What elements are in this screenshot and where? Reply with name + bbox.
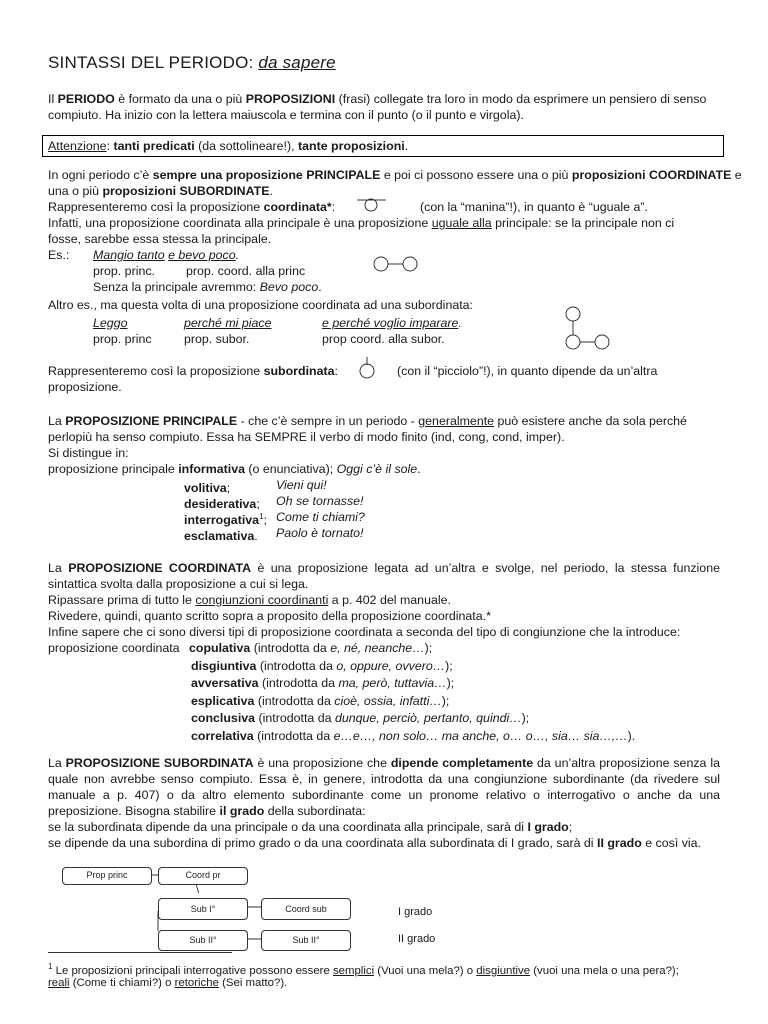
principale-type-example: Paolo è tornato! — [276, 526, 364, 540]
page-title — [48, 53, 336, 73]
principale-line-4: proposizione principale informativa (o enunciativa); Oggi c’è il sole. — [48, 462, 421, 476]
principale-type-example: Vieni qui! — [276, 478, 327, 492]
subordinata-line-6: se dipende da una subordina di primo grado o da una coordinata alla subordinata di I grado, sarà di II grado e così via. — [48, 836, 701, 850]
principale-line-2: perlopiù ha senso compiuto. Essa ha SEMPRE il verbo di modo finito (ind, cong, cond, imper). — [48, 430, 565, 444]
principale-line-3: Si distingue in: — [48, 446, 129, 460]
coordinata-line-2: sintattica svolta dalla proposizione a cui si lega. — [48, 577, 309, 591]
coordinata-line-4: Rivedere, quindi, quanto scritto sopra a proposito della proposizione coordinata.* — [48, 609, 491, 623]
example-2-prop-1: prop. princ — [93, 332, 152, 346]
attention-text: Attenzione: tanti predicati (da sottolineare!), tante proposizioni. — [48, 139, 409, 153]
periodo-line-5: fosse, sarebbe essa stessa la principale. — [48, 232, 272, 246]
example-label: Es.: — [48, 248, 70, 262]
principale-type-example: Come ti chiami? — [276, 510, 365, 524]
subordinata-line-5: se la subordinata dipende da una principale o da una coordinata alla principale, sarà di I grado; — [48, 820, 573, 834]
box-sub-i: Sub I° — [158, 898, 248, 920]
coordinate-symbol-icon — [356, 196, 388, 212]
subordinata-line-1: La PROPOSIZIONE SUBORDINATA è una proposizione che dipende completamente da un’altra proposizione senza la — [48, 756, 720, 770]
principale-type-name: desiderativa; — [184, 497, 260, 512]
subordinate-symbol-icon — [356, 356, 380, 380]
periodo-line-4: Infatti, una proposizione coordinata alla principale è una proposizione uguale alla principale: se la principale non ci — [48, 216, 675, 230]
example-2-word-3: e perché voglio imparare. — [322, 316, 462, 330]
periodo-line-1: In ogni periodo c’è sempre una proposizione PRINCIPALE e poi ci possono essere una o più proposizioni COORDINATE e — [48, 168, 742, 182]
box-coord-sub: Coord sub — [261, 898, 351, 920]
title-main: SINTASSI DEL PERIODO: — [48, 53, 254, 72]
coordination-diagram-icon — [372, 254, 420, 274]
principale-type-name: esclamativa. — [184, 529, 258, 544]
subordination-diagram-icon — [562, 305, 612, 351]
principale-type-name: interrogativa$^1$; — [184, 512, 267, 528]
example-2-word-2: perché mi piace — [184, 316, 272, 330]
periodo-line-3b: (con la “manina”!), in quanto è “uguale a”. — [420, 200, 648, 214]
coordinata-type-correlativa: correlativa (introdotta da e…e…, non solo… ma anche, o… o…, sia… sia…,…). — [191, 728, 636, 743]
connector-backslash: \ — [196, 884, 200, 896]
subordinate-rep-line-1: Rappresenteremo così la proposizione subordinata: — [48, 364, 338, 378]
coordinata-line-6-prefix: proposizione coordinata — [48, 641, 180, 655]
example-2-prop-3: prop coord. alla subor. — [322, 332, 445, 346]
coordinata-type-copulativa: copulativa (introdotta da e, né, neanche…); — [189, 641, 433, 655]
coordinata-line-1: La PROPOSIZIONE COORDINATA è una proposizione legata ad un’altra e svolge, nel periodo, la stessa funzione — [48, 561, 720, 575]
title-sub: da sapere — [258, 53, 336, 72]
example-1-without: Senza la principale avremmo: Bevo poco. — [93, 280, 322, 294]
box-sub-ii-b: Sub II° — [261, 930, 351, 951]
coordinata-type-disgiuntiva: disgiuntiva (introdotta da o, oppure, ovvero…); — [191, 658, 453, 673]
subordinate-rep-line-1b: (con il “picciolo”!), in quanto dipende da un’altra — [397, 364, 658, 378]
example-2-prop-2: prop. subor. — [184, 332, 250, 346]
subordinata-line-4: preposizione. Bisogna stabilire il grado della subordinata: — [48, 804, 366, 818]
coordinata-line-5: Infine sapere che ci sono diversi tipi di proposizione coordinata a seconda del tipo di congiunzione che la introduce: — [48, 625, 681, 639]
periodo-line-2: una o più proposizioni SUBORDINATE. — [48, 184, 273, 198]
box-prop-princ: Prop princ — [62, 867, 152, 885]
box-coord-pr: Coord pr — [158, 867, 248, 885]
principale-type-example: Oh se tornasse! — [276, 494, 364, 508]
periodo-line-3: Rappresenteremo così la proposizione coordinata*: — [48, 200, 336, 214]
footnote-separator — [48, 952, 232, 953]
principale-line-1: La PROPOSIZIONE PRINCIPALE - che c’è sempre in un periodo - generalmente può esistere anche da sola perché — [48, 414, 687, 428]
coordinata-line-3: Ripassare prima di tutto le congiunzioni coordinanti a p. 402 del manuale. — [48, 593, 451, 607]
example-1-prop-2: prop. coord. alla princ — [186, 264, 306, 278]
example-1-prop-1: prop. princ. — [93, 264, 155, 278]
coordinata-type-avversativa: avversativa (introdotta da ma, però, tuttavia…); — [191, 676, 455, 690]
subordinata-line-2: quale non avrebbe senso compiuto. Essa è, in genere, introdotta da una congiunzione subordinante (da rivedere sul — [48, 772, 720, 786]
box-sub-ii-a: Sub II° — [158, 930, 248, 951]
footnote-line-1: $^1$ Le proposizioni principali interrogative possono essere semplici (Vuoi una mela?) o disgiuntive (vuoi una mela o una pera?); — [48, 962, 679, 977]
coordinata-type-esplicativa: esplicativa (introdotta da cioè, ossia, infatti…); — [191, 693, 450, 708]
example-2-word-1: Leggo — [93, 316, 128, 330]
coordinata-type-conclusiva: conclusiva (introdotta da dunque, perciò, pertanto, quindi…); — [191, 711, 530, 725]
subordinata-line-3: manuale a p. 407) o da altro elemento subordinante come un pronome relativo o interrogativo o anche da una — [48, 788, 720, 802]
footnote-line-2: reali (Come ti chiami?) o retoriche (Sei matto?). — [48, 977, 288, 989]
example-2-intro: Altro es., ma questa volta di una proposizione coordinata ad una subordinata: — [48, 298, 473, 312]
principale-type-name: volitiva; — [184, 481, 231, 496]
intro-line-1: Il PERIODO è formato da una o più PROPOSIZIONI (frasi) collegate tra loro in modo da esprimere un pensiero di senso — [48, 92, 707, 106]
label-grado-1: I grado — [398, 906, 433, 918]
intro-line-2: compiuto. Ha inizio con la lettera maiuscola e termina con il punto (o il punto e virgola). — [48, 108, 524, 122]
label-grado-2: II grado — [398, 933, 436, 945]
subordinate-rep-line-2: proposizione. — [48, 380, 122, 394]
example-1-words: Mangio tanto e bevo poco. — [93, 248, 240, 262]
